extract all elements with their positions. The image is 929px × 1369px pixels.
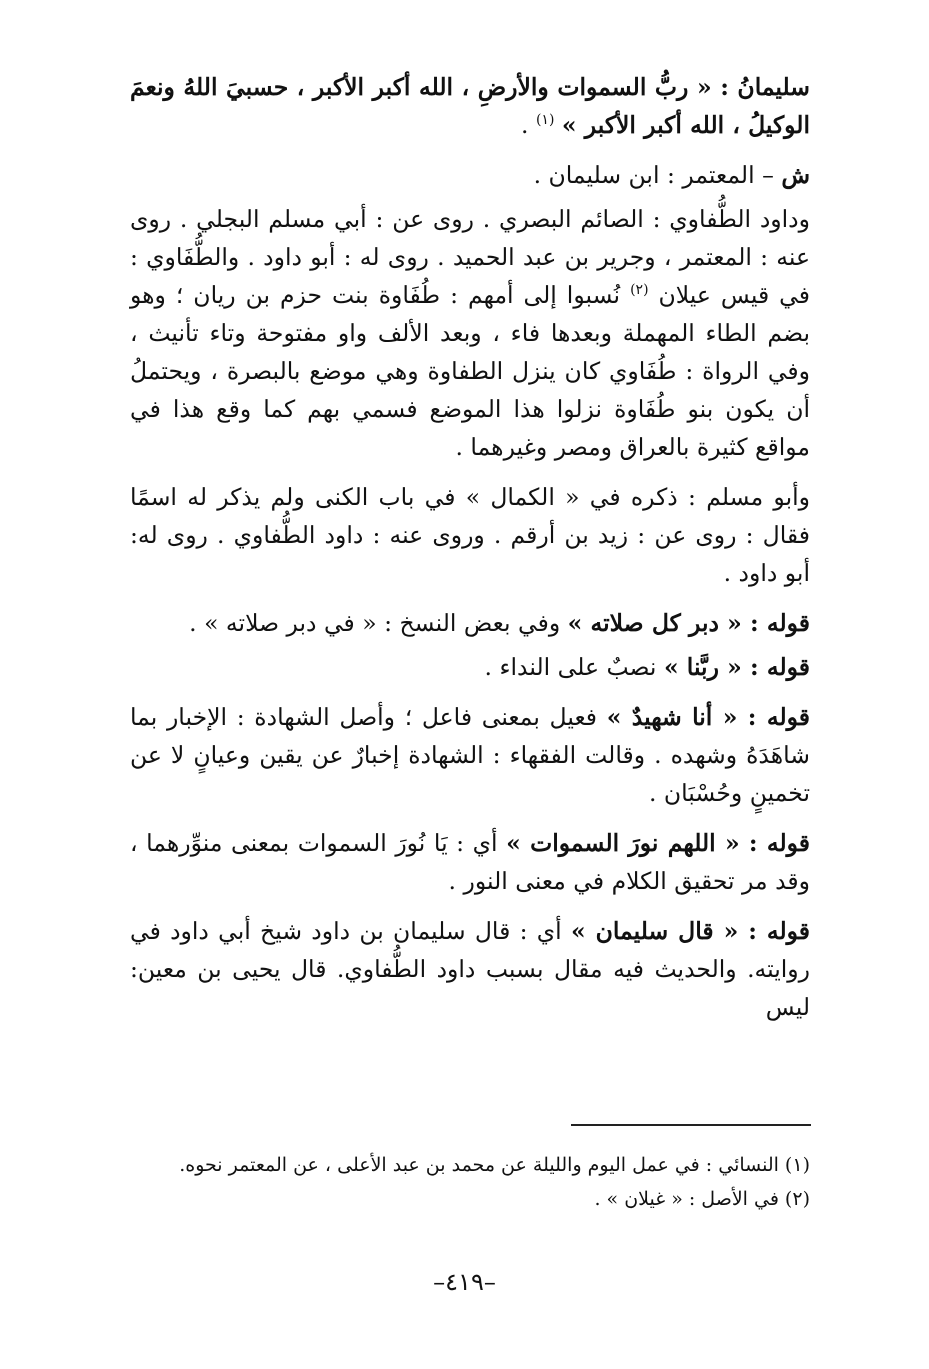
page-number: –٤١٩– — [433, 1268, 496, 1296]
paragraph-text: نُسبوا إلى أمهم : طُفَاوة بنت حزم بن ريان ؛ وهو بضم الطاء المهملة وبعدها فاء ، وبعد الألف واو مفتوحة وتاء تأنيث ، وفي الرواة : طُفَاوي كان ينزل الطفاوة وهي موضع بالبصرة ، ويحتملُ أن يكون بنو طُفَاوة نزلوا هذا الموضع فسمي بهم كما وقع هذا في مواقع كثيرة بالعراق ومصر وغيرهما . — [130, 281, 810, 461]
paragraph-6 — [130, 648, 810, 686]
paragraph-4 — [130, 478, 810, 592]
bold-text: قوله : « اللهم نورَ السموات » — [506, 829, 810, 857]
paragraph-7 — [130, 698, 810, 812]
paragraph-9 — [130, 912, 810, 1026]
paragraph-5 — [130, 604, 810, 642]
paragraph-text: وأبو مسلم : ذكره في « الكمال » في باب الكنى ولم يذكر له اسمًا فقال : روى عن : زيد بن أرقم . وروى عنه : داود الطُّفاوي . روى له: أبو داود . — [130, 483, 810, 587]
footnote-1: (١) النسائي : في عمل اليوم والليلة عن محمد بن عبد الأعلى ، عن المعتمر نحوه. — [179, 1154, 810, 1176]
paragraph-text: وداود الطُّفاوي : الصائم البصري . روى عن : أبي مسلم البجلي . روى عنه : المعتمر ، وجرير بن عبد الحميد . روى له : أبو داود . والطُّفَاوي : في قيس عيلان — [130, 205, 810, 309]
paragraph-1 — [130, 68, 810, 144]
bold-text: قوله : « أنا شهيدٌ » — [606, 703, 810, 731]
paragraph-2 — [130, 156, 810, 194]
main-text — [130, 68, 810, 1038]
footnote-ref-1[interactable]: (١) — [535, 112, 555, 129]
paragraph-text: فعيل بمعنى فاعل ؛ وأصل الشهادة : الإخبار بما شاهَدَهُ وشهده . وقالت الفقهاء : الشهادة إخبارٌ عن يقين وعيانٍ لا عن تخمينٍ وحُسْبَان . — [130, 703, 810, 807]
bold-text: سليمانُ : « ربُّ السموات والأرضِ ، الله أكبر الأكبر ، حسبيَ اللهُ ونعمَ الوكيلُ ، الله أكبر الأكبر » — [130, 73, 810, 139]
bold-text: قوله : « قال سليمان » — [570, 917, 811, 945]
bold-text: قوله : « ربَّنا » — [663, 653, 810, 681]
paragraph-text: . — [520, 111, 529, 139]
paragraph-text: أي : قال سليمان بن داود شيخ أبي داود في روايته. والحديث فيه مقال بسبب داود الطُّفاوي. قال يحيى بن معين: ليس — [130, 917, 810, 1021]
paragraph-8 — [130, 824, 810, 900]
footnote-2: (٢) في الأصل : « غيلان » . — [594, 1188, 810, 1210]
paragraph-text: أي : يَا نُورَ السموات بمعنى منوِّرهما ، وقد مر تحقيق الكلام في معنى النور . — [130, 829, 810, 895]
paragraph-text: وفي بعض النسخ : « في دبر صلاته » . — [189, 609, 568, 637]
paragraph-text: – المعتمر : ابن سليمان . — [533, 161, 782, 189]
bold-text: قوله : « دبر كل صلاته » — [567, 609, 810, 637]
footnote-ref-2[interactable]: (٢) — [630, 282, 649, 299]
paragraph-text: نصبٌ على النداء . — [484, 653, 664, 681]
footnotes — [130, 1148, 810, 1216]
footnote-divider — [571, 1124, 811, 1126]
paragraph-3 — [130, 200, 810, 466]
bold-text: ش — [781, 161, 810, 189]
